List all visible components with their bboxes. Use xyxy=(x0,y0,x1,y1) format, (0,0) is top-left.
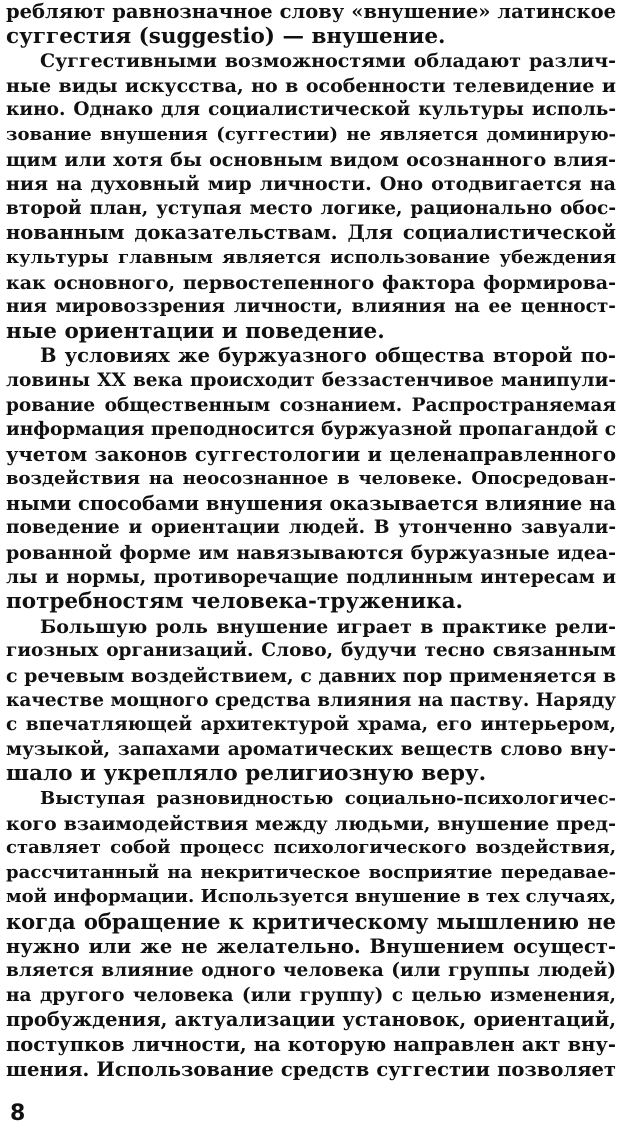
text-line: ные ориентации и поведение. xyxy=(6,319,385,344)
text-line: как основного, первостепенного фактора формирова- xyxy=(6,271,616,294)
text-line: Суггестивными возможностями обладают различ- xyxy=(40,50,616,73)
text-line: Большую роль внушение играет в практике рели- xyxy=(40,615,616,638)
text-line: второй план, уступая место логике, рационально обос- xyxy=(6,197,616,219)
text-line: на другого человека (или группу) с целью изменения, xyxy=(6,984,616,1006)
text-line: зование внушения (суггестии) не является доминирую- xyxy=(6,123,616,145)
text-line: культуры главным является использование убеждения xyxy=(6,246,616,268)
text-line: лы и нормы, противоречащие подлинным интересам и xyxy=(6,566,616,588)
text-line: мой информации. Используется внушение в тех случаях, xyxy=(6,886,616,908)
text-line: кино. Однако для социалистической культуры исполь- xyxy=(6,99,616,121)
text-line: потребностям человека-труженика. xyxy=(6,590,464,615)
text-line: ловины XX века происходит беззастенчивое манипули- xyxy=(6,369,616,391)
text-line: качестве мощного средства влияния на паству. Наряду xyxy=(6,689,616,711)
text-line: музыкой, запахами ароматических веществ слово вну- xyxy=(6,738,616,760)
text-line: суггестия (suggestio) — внушение. xyxy=(6,24,446,49)
page-number: 8 xyxy=(10,1101,26,1126)
text-line: Выступая разновидностью социально-психологичес- xyxy=(40,788,616,809)
text-line: шало и укрепляло религиозную веру. xyxy=(6,762,487,787)
text-line: когда обращение к критическому мышлению не xyxy=(6,909,616,934)
text-line: нужно или же не желательно. Внушением осущест- xyxy=(6,934,616,958)
text-line: рование общественным сознанием. Распространяемая xyxy=(6,394,616,416)
paragraph xyxy=(6,0,616,49)
text-line: учетом законов суггестологии и целенаправленного xyxy=(6,442,616,466)
text-line: пробуждения, актуализации установок, ориентаций, xyxy=(6,1008,616,1032)
text-line: рованной форме им навязываются буржуазные идеа- xyxy=(6,542,616,565)
body-text xyxy=(6,0,616,1082)
text-line: вляется влияние одного человека (или группы людей) xyxy=(6,960,616,982)
text-line: шения. Использование средств суггестии позволяет xyxy=(6,1057,616,1081)
text-line: с впечатляющей архитектурой храма, его интерьером, xyxy=(6,714,616,736)
document-page xyxy=(6,0,616,1133)
text-line: нованным доказательствам. Для социалистической xyxy=(6,221,616,245)
text-line: информация преподносится буржуазной пропагандой с xyxy=(6,419,616,441)
text-line: ные виды искусства, но в особенности телевидение и xyxy=(6,74,616,97)
text-line: поступков личности, на которую направлен акт вну- xyxy=(6,1032,616,1056)
paragraph xyxy=(6,615,616,787)
text-line: щим или хотя бы основным видом осознанного влия- xyxy=(6,148,616,171)
text-line: рассчитанный на некритическое восприятие передавае- xyxy=(6,861,616,883)
paragraph xyxy=(6,49,616,344)
text-line: кого взаимодействия между людьми, внушение пред- xyxy=(6,812,616,835)
text-line: воздействия на неосознанное в человеке. Опосредован- xyxy=(6,468,616,490)
text-line: ставляет собой процесс психологического воздействия, xyxy=(6,837,616,859)
text-line: ния мировоззрения личности, влияния на ее ценност- xyxy=(6,296,616,318)
text-line: ными способами внушения оказывается влияние на xyxy=(6,491,616,515)
paragraph xyxy=(6,787,616,1082)
text-line: ния на духовный мир личности. Оно отодвигается на xyxy=(6,173,616,196)
text-line: В условиях же буржуазного общества второй по- xyxy=(40,344,616,368)
text-line: ребляют равнозначное слову «внушение» латинское xyxy=(6,0,616,23)
text-line: с речевым воздействием, с давних пор применяется в xyxy=(6,665,616,688)
paragraph xyxy=(6,344,616,615)
text-line: поведение и ориентации людей. В утонченно завуали- xyxy=(6,517,616,539)
text-line: гиозных организаций. Слово, будучи тесно связанным xyxy=(6,640,616,662)
